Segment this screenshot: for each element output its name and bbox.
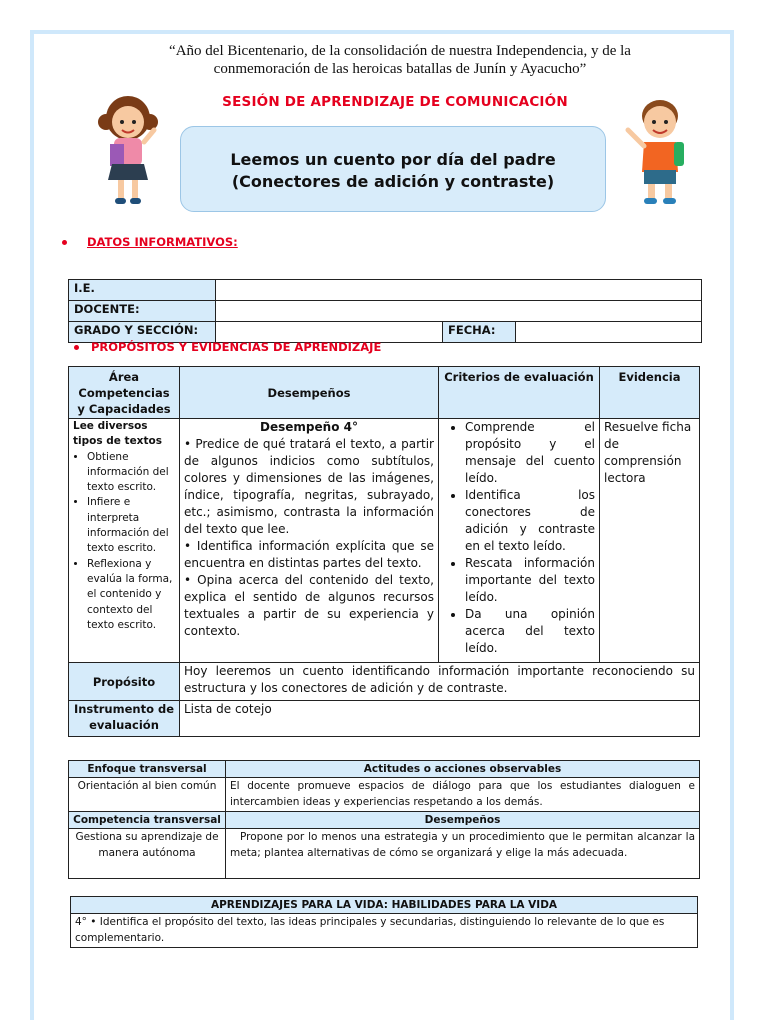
proposito-text: Hoy leeremos un cuento identificando información importante reconociendo su estructura y los conectores de adición y de contraste.: [180, 663, 700, 701]
motto-line-2: conmemoración de las heroicas batallas de Junín y Ayacucho”: [213, 61, 587, 77]
aprendizajes-text: 4° • Identifica el propósito del texto, las ideas principales y secundarias, distinguiendo lo relevante de lo que es complementario.: [71, 914, 698, 948]
datos-heading: DATOS INFORMATIVOS:: [62, 235, 238, 249]
motto-line-1: “Año del Bicentenario, de la consolidación de nuestra Independencia, y de la: [169, 43, 631, 59]
col-competencia: Competencia transversal: [69, 812, 226, 829]
list-item: • Reflexiona y evalúa la forma, el contenido y contexto del texto escrito.: [87, 557, 175, 633]
col-enfoque: Enfoque transversal: [69, 761, 226, 778]
fecha-label: FECHA:: [443, 322, 516, 343]
desempeno-title: Desempeño 4°: [260, 420, 358, 434]
list-item: • Rescata información importante del texto leído.: [465, 555, 595, 606]
criterios-cell: [439, 419, 600, 663]
list-item: • Infiere e interpreta información del texto escrito.: [87, 495, 175, 556]
propositos-table: [68, 366, 700, 737]
datos-table: [68, 279, 702, 343]
desempenos-cell: [180, 419, 439, 663]
bullet-icon: [74, 345, 79, 350]
criterios-list: [443, 419, 595, 657]
list-item: • Identifica información explícita que se encuentra en distintas partes del texto.: [184, 539, 434, 570]
docente-label: DOCENTE:: [69, 301, 216, 322]
list-item: • Identifica los conectores de adición y contraste en el texto leído.: [465, 487, 595, 555]
motto: [150, 42, 650, 78]
list-item: • Predice de qué tratará el texto, a partir de algunos indicios como subtítulos, colores y dimensiones de las imágenes, índice, tipografía, negritas, subrayado, etc.; asimismo, contrasta la información del texto que lee.: [184, 437, 434, 536]
enfoque-table: [68, 760, 700, 879]
ie-value: [216, 280, 702, 301]
area-cell: [69, 419, 180, 663]
lesson-title-box: [180, 126, 606, 212]
col-desempenos: Desempeños: [180, 367, 439, 419]
ie-label: I.E.: [69, 280, 216, 301]
boy-illustration: [620, 92, 700, 212]
bullet-icon: [62, 240, 67, 245]
list-item: • Obtiene información del texto escrito.: [87, 450, 175, 496]
grado-label: GRADO Y SECCIÓN:: [69, 322, 216, 343]
aprendizajes-table: [70, 896, 698, 948]
enfoque-text: El docente promueve espacios de diálogo para que los estudiantes dialoguen e intercambien ideas y experiencias respetando a los demás.: [226, 778, 700, 812]
instrumento-label: Instrumento de evaluación: [69, 701, 180, 737]
lesson-title: Leemos un cuento por día del padre: [230, 150, 556, 169]
session-title: SESIÓN DE APRENDIZAJE DE COMUNICACIÓN: [222, 94, 568, 110]
col-actitudes: Actitudes o acciones observables: [226, 761, 700, 778]
area-list: [73, 450, 175, 634]
aprendizajes-heading: APRENDIZAJES PARA LA VIDA: HABILIDADES PARA LA VIDA: [71, 897, 698, 914]
docente-value: [216, 301, 702, 322]
col-evidencia: Evidencia: [600, 367, 700, 419]
enfoque-name: Orientación al bien común: [69, 778, 226, 812]
competencia-text: Propone por lo menos una estrategia y un procedimiento que le permitan alcanzar la meta; plantea alternativas de cómo se organizará y elige la más adecuada.: [226, 829, 700, 879]
list-item: • Da una opinión acerca del texto leído.: [465, 606, 595, 657]
propositos-heading: PROPÓSITOS Y EVIDENCIAS DE APRENDIZAJE: [74, 340, 381, 354]
area-title: Lee diversos tipos de textos: [73, 420, 162, 448]
competencia-name: Gestiona su aprendizaje de manera autónoma: [69, 829, 226, 879]
fecha-value: [516, 322, 702, 343]
col-area: Área Competencias y Capacidades: [69, 367, 180, 419]
list-item: • Opina acerca del contenido del texto, explica el sentido de algunos recursos textuales a partir de su experiencia y contexto.: [184, 573, 434, 638]
proposito-label: Propósito: [69, 663, 180, 701]
col-criterios: Criterios de evaluación: [439, 367, 600, 419]
instrumento-text: Lista de cotejo: [180, 701, 700, 737]
col-desempenos-2: Desempeños: [226, 812, 700, 829]
girl-illustration: [88, 92, 168, 212]
lesson-subtitle: (Conectores de adición y contraste): [231, 172, 555, 191]
evidencia-cell: Resuelve ficha de comprensión lectora: [600, 419, 700, 663]
list-item: • Comprende el propósito y el mensaje del cuento leído.: [465, 419, 595, 487]
